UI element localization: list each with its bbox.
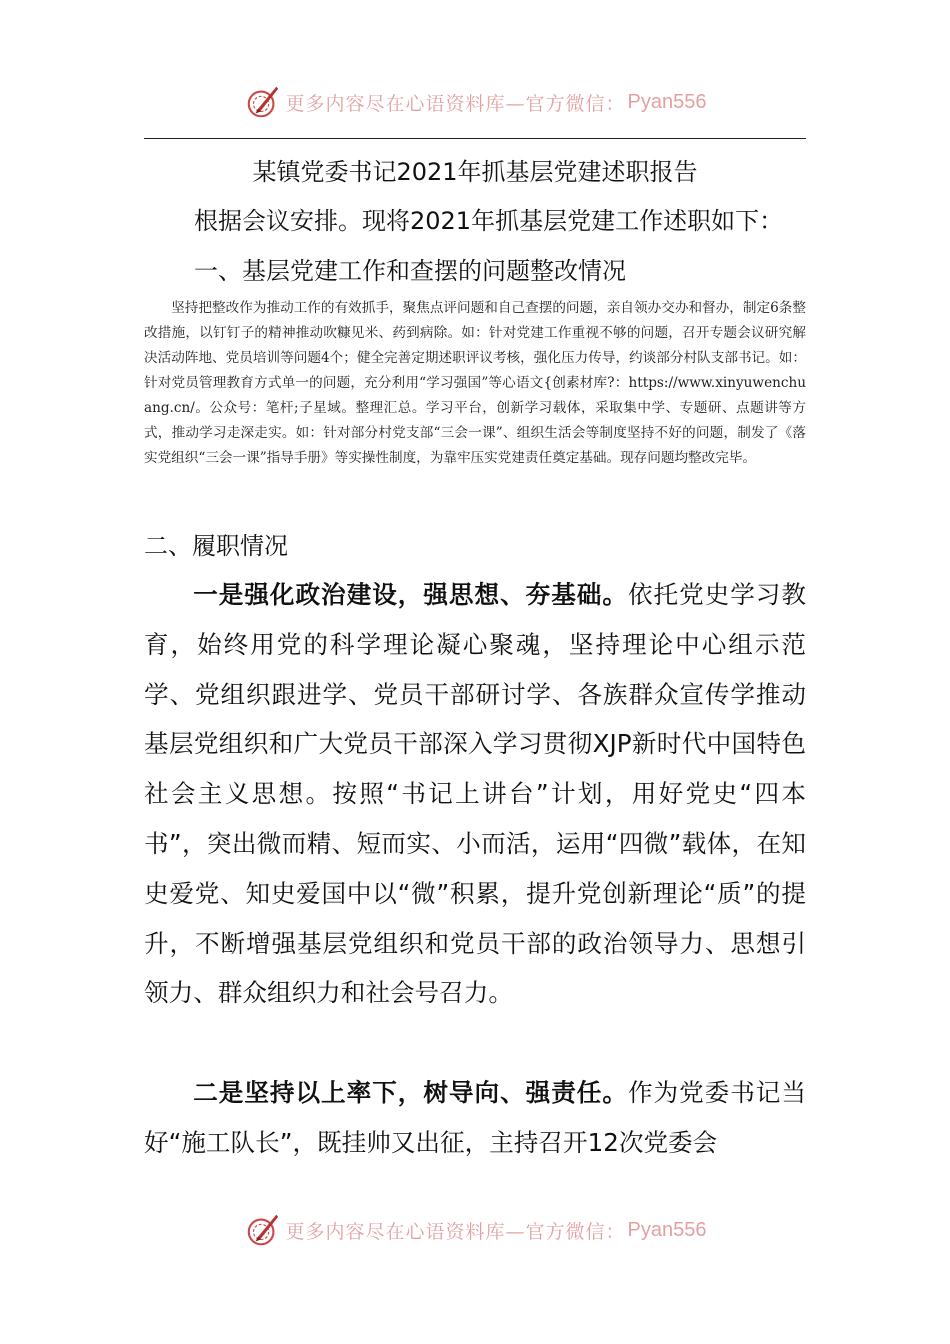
watermark-wechat-id: Pyan556 bbox=[627, 90, 707, 113]
quill-ink-logo-icon bbox=[244, 83, 282, 121]
document-title: 某镇党委书记2021年抓基层党建述职报告 bbox=[252, 158, 698, 186]
watermark-text: 更多内容尽在心语资料库—官方微信： bbox=[285, 1220, 626, 1243]
paragraph-2-lead: 二是坚持以上率下，树导向、强责任。 bbox=[193, 1078, 628, 1107]
header-watermark bbox=[0, 80, 950, 124]
section-2-paragraph-1 bbox=[144, 570, 806, 1018]
section-2-heading: 二、履职情况 bbox=[144, 532, 288, 560]
paragraph-2-body: 作为党委书记当好“施工队长”，既挂帅又出征，主持召开12次党委会 bbox=[144, 1078, 806, 1157]
footer-watermark bbox=[0, 1208, 950, 1252]
quill-ink-logo-icon bbox=[244, 1211, 282, 1249]
section-1-heading: 一、基层党建工作和查摆的问题整改情况 bbox=[194, 257, 626, 285]
watermark-wechat-id: Pyan556 bbox=[627, 1218, 707, 1241]
paragraph-1-lead: 一是强化政治建设，强思想、夯基础。 bbox=[193, 580, 628, 609]
header-divider bbox=[144, 138, 806, 139]
watermark-text: 更多内容尽在心语资料库—官方微信： bbox=[285, 92, 626, 115]
section-1-body: 坚持把整改作为推动工作的有效抓手，聚焦点评问题和自己查摆的问题，亲自领办交办和督办，制定6条整改措施，以钉钉子的精神推动吹糠见米、药到病除。如：针对党建工作重视不够的问题，召开专题会议研究解决活动阵地、党员培训等问题4个；健全完善定期述职评议考核，强化压力传导，约谈部分村队支部书记。如：针对党员管理教育方式单一的问题，充分利用“学习强国”等心语文{创素材库?：https://www.xinyuwenchuang.cn/。公众号：笔杆;子星域。整理汇总。学习平台，创新学习载体，采取集中学、专题研、点题讲等方式，推动学习走深走实。如：针对部分村党支部“三会一课”、组织生活会等制度坚持不好的问题，制发了《落实党组织“三会一课”指导手册》等实操性制度，为靠牢压实党建责任奠定基础。现存问题均整改完毕。 bbox=[144, 300, 806, 466]
intro-line: 根据会议安排。现将2021年抓基层党建工作述职如下： bbox=[194, 207, 784, 235]
section-2-paragraph-2 bbox=[144, 1068, 806, 1168]
paragraph-1-body: 依托党史学习教育，始终用党的科学理论凝心聚魂，坚持理论中心组示范学、党组织跟进学、党员干部研讨学、各族群众宣传学推动基层党组织和广大党员干部深入学习贯彻XJP新时代中国特色社会主义思想。按照“书记上讲台”计划，用好党史“四本书”，突出微而精、短而实、小而活，运用“四微”载体，在知史爱党、知史爱国中以“微”积累，提升党创新理论“质”的提升，不断增强基层党组织和党员干部的政治领导力、思想引领力、群众组织力和社会号召力。 bbox=[144, 580, 806, 1008]
